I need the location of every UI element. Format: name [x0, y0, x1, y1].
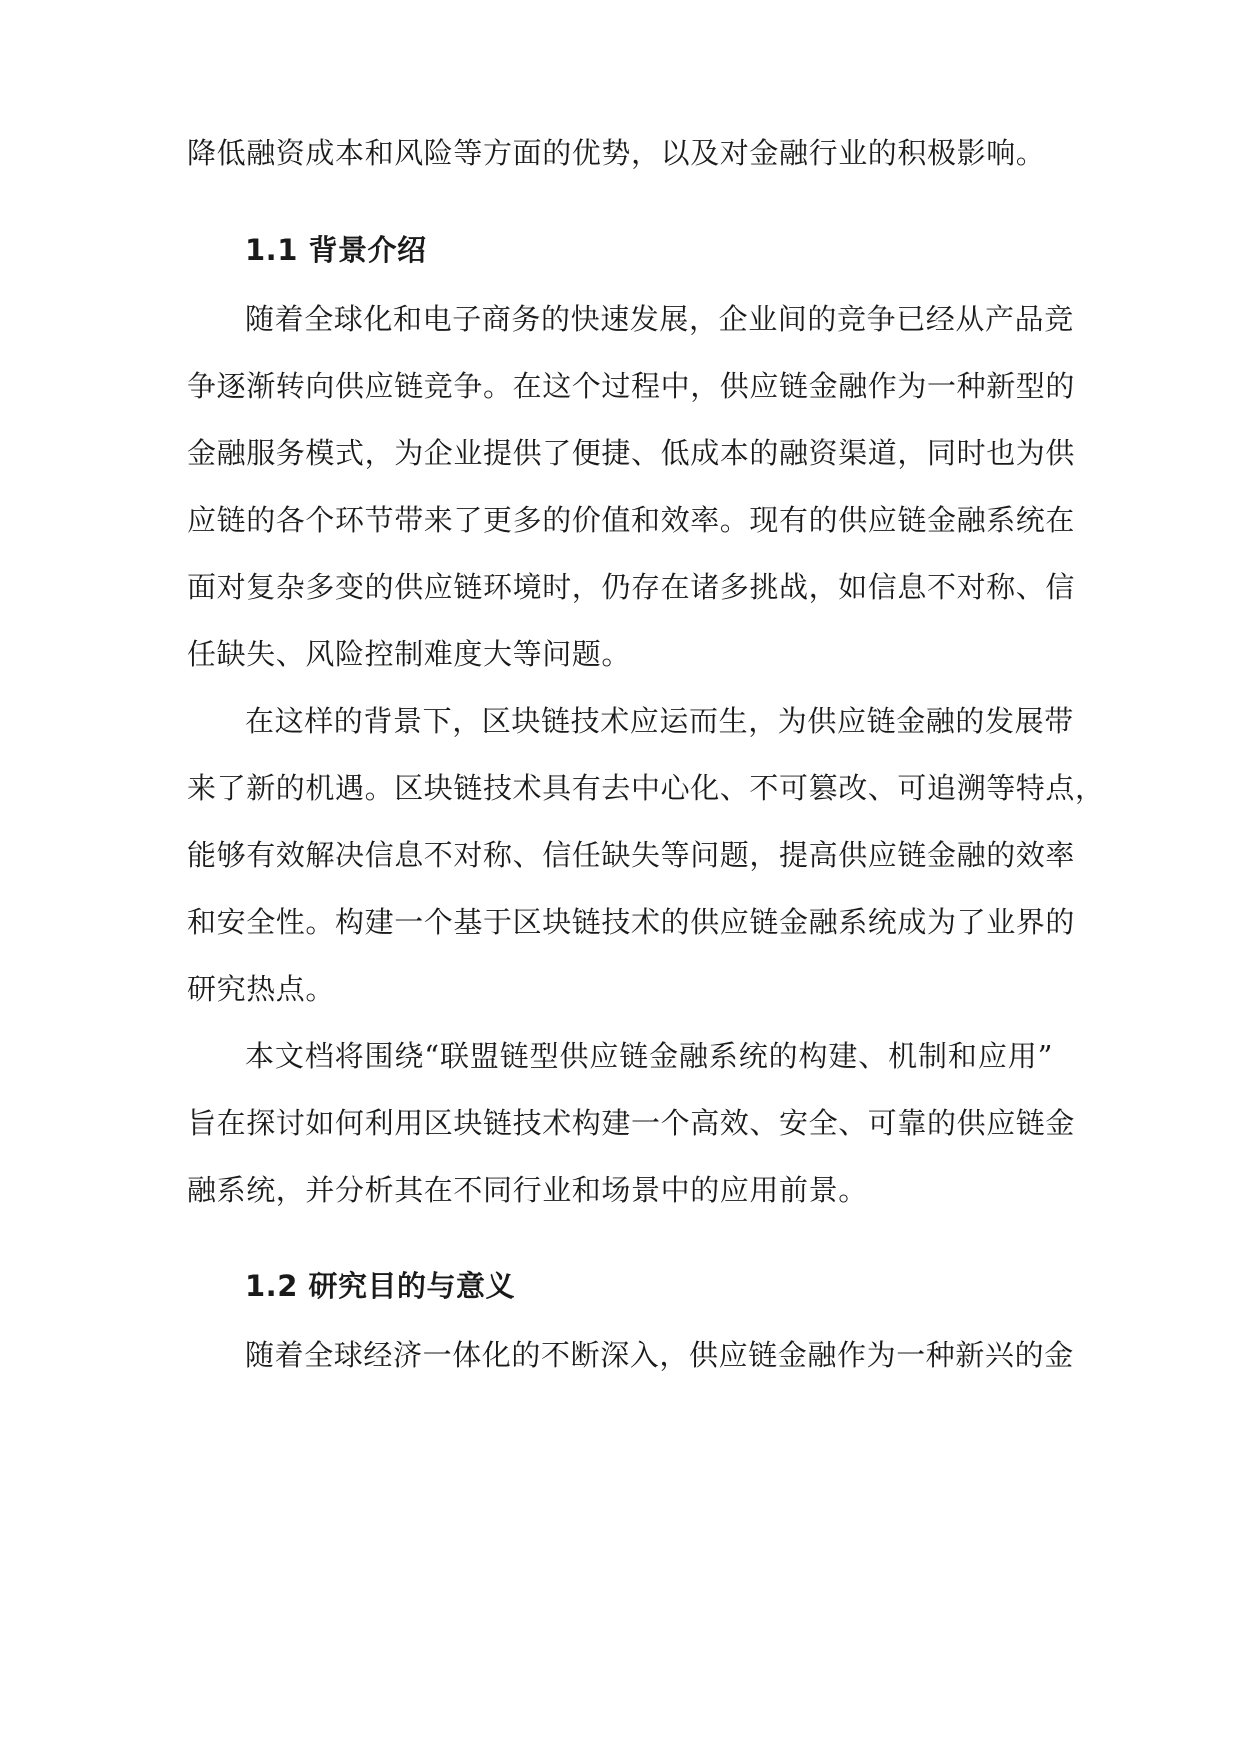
section-heading-1-1: 1.1 背景介绍 [245, 233, 427, 267]
paragraph-line: 旨在探讨如何利用区块链技术构建一个高效、安全、可靠的供应链金 [187, 1106, 1076, 1140]
paragraph-line: 金融服务模式，为企业提供了便捷、低成本的融资渠道，同时也为供 [187, 436, 1076, 470]
paragraph-line: 随着全球化和电子商务的快速发展，企业间的竞争已经从产品竞 [245, 302, 1074, 336]
paragraph-line: 能够有效解决信息不对称、信任缺失等问题，提高供应链金融的效率 [187, 838, 1076, 872]
paragraph-line: 面对复杂多变的供应链环境时，仍存在诸多挑战，如信息不对称、信 [187, 570, 1076, 604]
paragraph-line: 融系统，并分析其在不同行业和场景中的应用前景。 [187, 1173, 868, 1207]
paragraph-line: 和安全性。构建一个基于区块链技术的供应链金融系统成为了业界的 [187, 905, 1076, 939]
paragraph-line: 任缺失、风险控制难度大等问题。 [187, 637, 632, 671]
paragraph-line: 本文档将围绕“联盟链型供应链金融系统的构建、机制和应用” [245, 1039, 1053, 1073]
document-page [187, 0, 1105, 1754]
paragraph-line: 应链的各个环节带来了更多的价值和效率。现有的供应链金融系统在 [187, 503, 1076, 537]
paragraph-line: 研究热点。 [187, 972, 336, 1006]
paragraph-line: 争逐渐转向供应链竞争。在这个过程中，供应链金融作为一种新型的 [187, 369, 1076, 403]
paragraph-line: 降低融资成本和风险等方面的优势，以及对金融行业的积极影响。 [187, 136, 1046, 170]
section-heading-1-2: 1.2 研究目的与意义 [245, 1269, 515, 1303]
paragraph-line: 随着全球经济一体化的不断深入，供应链金融作为一种新兴的金 [245, 1338, 1074, 1372]
paragraph-line: 在这样的背景下，区块链技术应运而生，为供应链金融的发展带 [245, 704, 1074, 738]
paragraph-line: 来了新的机遇。区块链技术具有去中心化、不可篡改、可追溯等特点， [187, 771, 1105, 805]
